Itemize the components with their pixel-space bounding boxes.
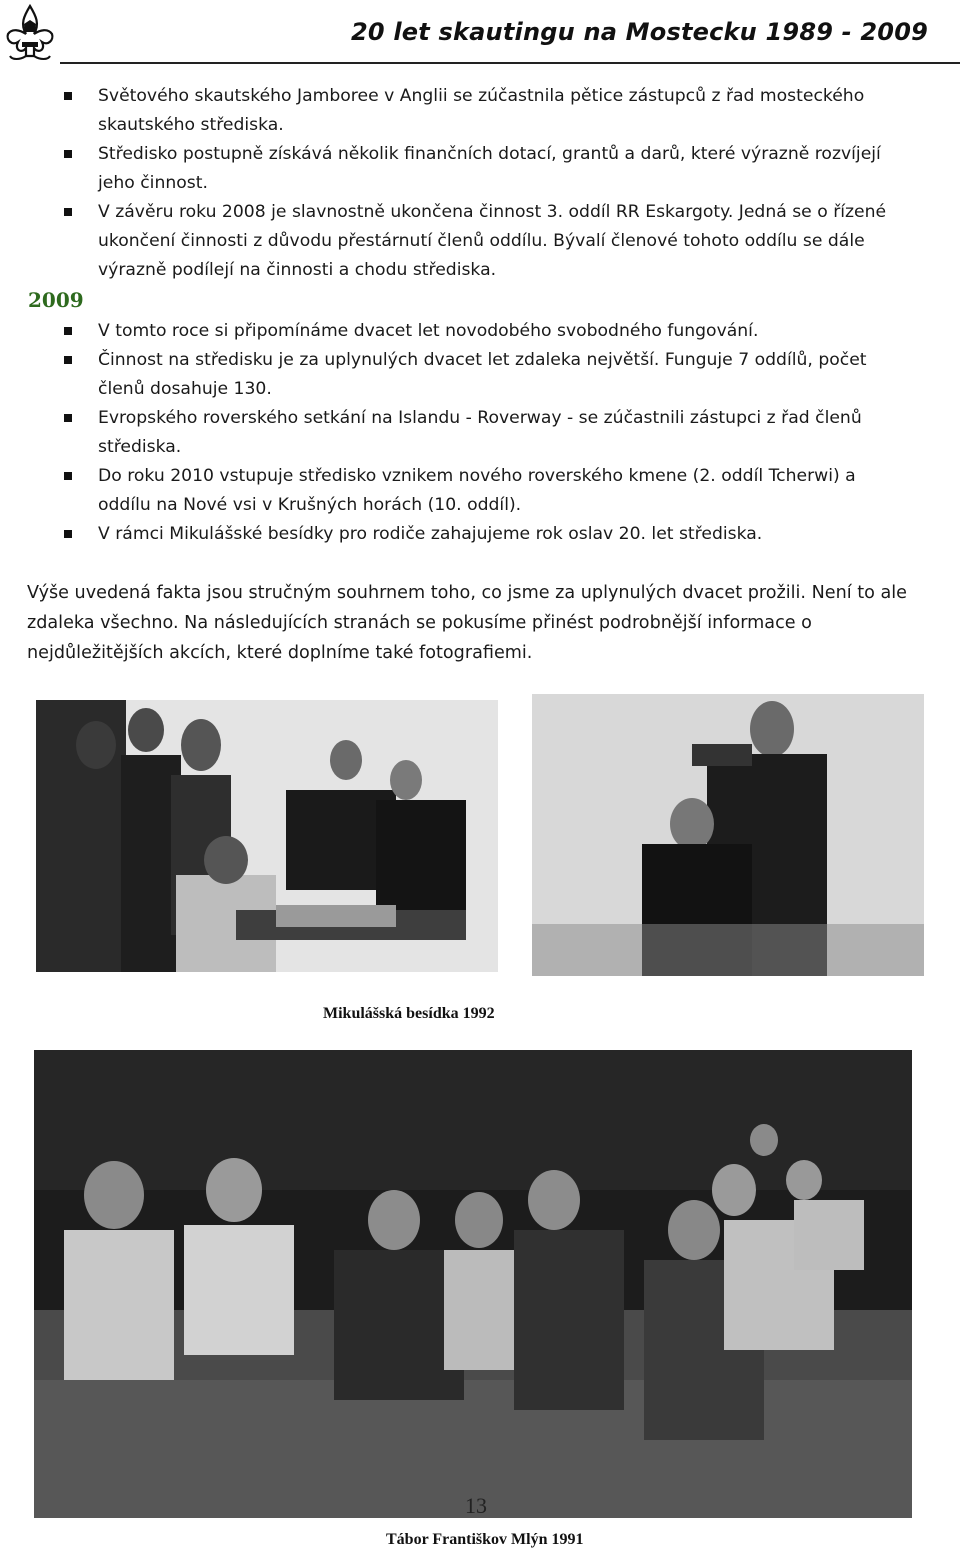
list-item: V rámci Mikulášské besídky pro rodiče zahajujeme rok oslav 20. let střediska. (62, 520, 912, 549)
document-header-title: 20 let skautingu na Mostecku 1989 - 2009 (351, 18, 928, 46)
photo-caption: Mikulášská besídka 1992 (323, 1005, 495, 1022)
list-item: Středisko postupně získává několik finančních dotací, grantů a darů, které výrazně rozvíjejí jeho činnost. (62, 140, 912, 198)
photo-mikulasska-besidka-left (36, 700, 498, 972)
year-label-2009: 2009 (28, 288, 84, 312)
bullet-list-2009 (62, 317, 912, 549)
bullet-list-2008 (62, 82, 912, 285)
list-item: V tomto roce si připomínáme dvacet let novodobého svobodného fungování. (62, 317, 912, 346)
photo-tabor-frantiskov-mlyn (34, 1050, 912, 1518)
page-number: 13 (465, 1493, 487, 1518)
list-item: Evropského roverského setkání na Islandu - Roverway - se zúčastnili zástupci z řad členů střediska. (62, 404, 912, 462)
list-item: Světového skautského Jamboree v Anglii se zúčastnila pětice zástupců z řad mosteckého skautského střediska. (62, 82, 912, 140)
list-item: Činnost na středisku je za uplynulých dvacet let zdaleka největší. Funguje 7 oddílů, počet členů dosahuje 130. (62, 346, 912, 404)
list-item: Do roku 2010 vstupuje středisko vznikem nového roverského kmene (2. oddíl Tcherwi) a oddílu na Nové vsi v Krušných horách (10. oddíl). (62, 462, 912, 520)
fleur-de-lis-emblem-icon (2, 2, 58, 62)
header-divider (60, 62, 960, 64)
summary-paragraph: Výše uvedená fakta jsou stručným souhrnem toho, co jsme za uplynulých dvacet prožili. Není to ale zdaleka všechno. Na následujících stranách se pokusíme přinést podrobnější informace o nejdůležitějších akcích, které doplníme také fotografiemi. (27, 583, 907, 663)
photo-mikulasska-besidka-right (532, 694, 924, 976)
photo-caption: Tábor Františkov Mlýn 1991 (386, 1531, 584, 1548)
list-item: V závěru roku 2008 je slavnostně ukončena činnost 3. oddíl RR Eskargoty. Jedná se o řízené ukončení činnosti z důvodu přestárnutí členů oddílu. Bývalí členové tohoto oddílu se dále výrazně podílejí na činnosti a chodu střediska. (62, 198, 912, 285)
